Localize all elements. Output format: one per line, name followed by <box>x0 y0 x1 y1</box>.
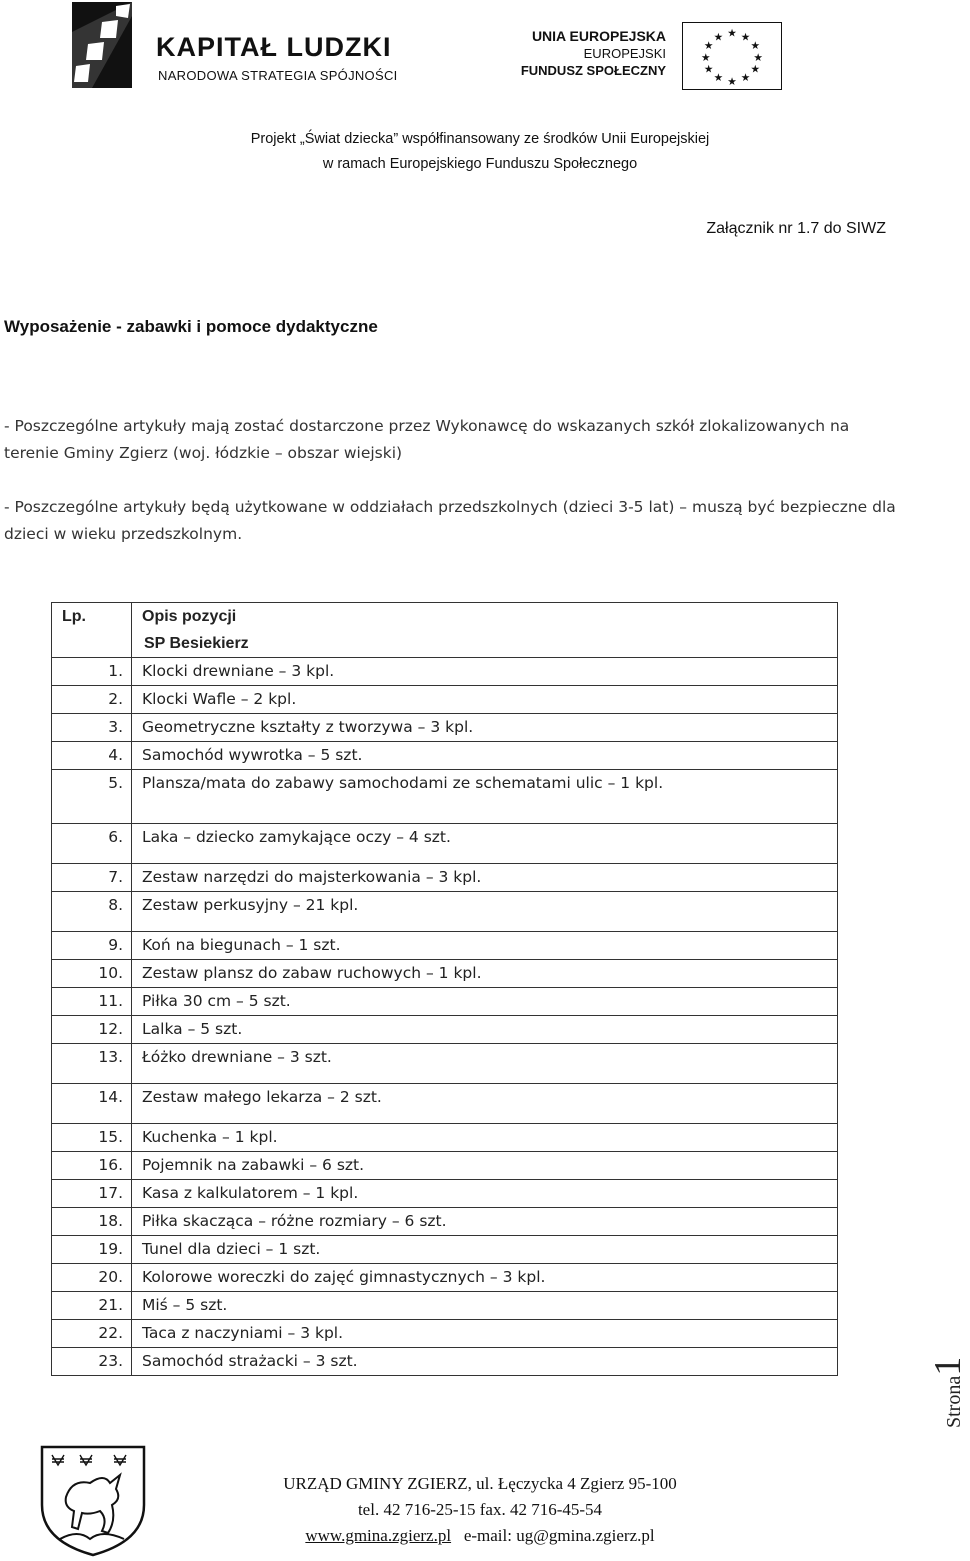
item-number-cell <box>52 770 132 824</box>
item-number-cell <box>52 1124 132 1152</box>
item-number: 21. <box>98 1296 123 1314</box>
footer-email: e-mail: ug@gmina.zgierz.pl <box>463 1526 655 1545</box>
project-line-2: w ramach Europejskiego Funduszu Społecznego <box>322 156 638 172</box>
item-number-cell <box>52 1348 132 1376</box>
item-number: 17. <box>98 1184 123 1202</box>
item-number-cell <box>52 1264 132 1292</box>
item-description-cell <box>132 1320 838 1348</box>
item-description: Piłka 30 cm – 5 szt. <box>142 992 291 1010</box>
annex-label: Załącznik nr 1.7 do SIWZ <box>706 220 886 237</box>
table-row <box>52 824 838 864</box>
item-number-cell <box>52 1236 132 1264</box>
item-description-cell <box>132 770 838 824</box>
item-description-cell <box>132 686 838 714</box>
item-number: 12. <box>98 1020 123 1038</box>
item-description: Kuchenka – 1 kpl. <box>142 1128 278 1146</box>
svg-text:★: ★ <box>740 30 751 44</box>
project-line-1: Projekt „Świat dziecka” współfinansowany ze środków Unii Europejskiej <box>250 131 710 147</box>
svg-text:★: ★ <box>727 26 737 40</box>
item-number: 11. <box>98 992 123 1010</box>
eu-logo-text <box>521 28 666 79</box>
table-row <box>52 686 838 714</box>
item-description-cell <box>132 932 838 960</box>
table-row <box>52 932 838 960</box>
item-number: 20. <box>98 1268 123 1286</box>
item-number: 19. <box>98 1240 123 1258</box>
item-description: Kasa z kalkulatorem – 1 kpl. <box>142 1184 359 1202</box>
table-row <box>52 1208 838 1236</box>
item-number: 1. <box>108 662 123 680</box>
item-number-cell <box>52 960 132 988</box>
coat-of-arms-icon <box>38 1443 148 1559</box>
item-description: Zestaw plansz do zabaw ruchowych – 1 kpl. <box>142 964 482 982</box>
footer-address: URZĄD GMINY ZGIERZ, ul. Łęczycka 4 Zgierz 95-100 <box>283 1474 677 1493</box>
item-number: 5. <box>108 774 123 792</box>
table-row <box>52 714 838 742</box>
item-number-cell <box>52 892 132 932</box>
lp-header-cell <box>52 603 132 658</box>
item-description-cell <box>132 714 838 742</box>
eu-logo-line1: UNIA EUROPEJSKA <box>531 28 666 44</box>
kapital-ludzki-logo <box>72 2 412 90</box>
item-description-cell <box>132 658 838 686</box>
item-description-cell <box>132 1208 838 1236</box>
item-description: Zestaw narzędzi do majsterkowania – 3 kpl. <box>142 868 482 886</box>
item-number: 18. <box>98 1212 123 1230</box>
table-row <box>52 1292 838 1320</box>
item-description-cell <box>132 1180 838 1208</box>
item-description: Geometryczne kształty z tworzywa – 3 kpl. <box>142 718 474 736</box>
document-title: Wyposażenie - zabawki i pomoce dydaktyczne <box>4 317 378 336</box>
paragraph-delivery: - Poszczególne artykuły mają zostać dostarczone przez Wykonawcę do wskazanych szkół zlokalizowanych na terenie Gminy Zgierz (woj. łódzkie – obszar wiejski) <box>4 417 850 462</box>
item-description: Taca z naczyniami – 3 kpl. <box>142 1324 344 1342</box>
table-row <box>52 1084 838 1124</box>
eu-logo-line3: FUNDUSZ SPOŁECZNY <box>520 63 666 78</box>
logo-subtitle: NARODOWA STRATEGIA SPÓJNOŚCI <box>158 68 398 83</box>
footer-contact <box>200 1526 760 1546</box>
svg-text:★: ★ <box>701 50 711 64</box>
item-number: 14. <box>98 1088 123 1106</box>
item-number: 2. <box>108 690 123 708</box>
item-description: Piłka skacząca – różne rozmiary – 6 szt. <box>142 1212 447 1230</box>
item-description-cell <box>132 1264 838 1292</box>
item-number-cell <box>52 864 132 892</box>
table-row <box>52 1264 838 1292</box>
item-number-cell <box>52 824 132 864</box>
item-description-cell <box>132 742 838 770</box>
item-description: Laka – dziecko zamykające oczy – 4 szt. <box>142 828 451 846</box>
item-number: 9. <box>108 936 123 954</box>
item-description: Samochód wywrotka – 5 szt. <box>142 746 363 764</box>
item-description-cell <box>132 988 838 1016</box>
eu-logo <box>520 22 782 90</box>
desc-header: Opis pozycji <box>142 608 237 625</box>
item-description: Łóżko drewniane – 3 szt. <box>142 1048 332 1066</box>
kapital-ludzki-logo-icon <box>72 2 132 88</box>
item-description: Klocki Wafle – 2 kpl. <box>142 690 297 708</box>
item-number: 3. <box>108 718 123 736</box>
item-description-cell <box>132 1152 838 1180</box>
item-number-cell <box>52 1320 132 1348</box>
table-row <box>52 1016 838 1044</box>
item-number-cell <box>52 658 132 686</box>
item-description: Zestaw małego lekarza – 2 szt. <box>142 1088 382 1106</box>
item-description: Pojemnik na zabawki – 6 szt. <box>142 1156 365 1174</box>
table-row <box>52 988 838 1016</box>
paragraph-usage: - Poszczególne artykuły będą użytkowane w oddziałach przedszkolnych (dzieci 3-5 lat) – muszą być bezpieczne dla dzieci w wieku przedszkolnym. <box>4 498 896 543</box>
svg-text:★: ★ <box>727 75 737 89</box>
item-description: Zestaw perkusyjny – 21 kpl. <box>142 896 359 914</box>
item-number-cell <box>52 714 132 742</box>
table-row <box>52 770 838 824</box>
table-row <box>52 1044 838 1084</box>
item-number: 8. <box>108 896 123 914</box>
table-row <box>52 742 838 770</box>
eu-logo-line2: EUROPEJSKI <box>583 46 666 61</box>
svg-text:★: ★ <box>713 71 724 85</box>
item-description-cell <box>132 1084 838 1124</box>
item-number-cell <box>52 1180 132 1208</box>
item-number: 15. <box>98 1128 123 1146</box>
item-number: 16. <box>98 1156 123 1174</box>
item-description-cell <box>132 824 838 864</box>
table-row <box>52 892 838 932</box>
item-number-cell <box>52 1152 132 1180</box>
table-row <box>52 1236 838 1264</box>
section-header: SP Besiekierz <box>144 635 249 652</box>
page-number-value: 1 <box>927 1356 969 1376</box>
table-row <box>52 1320 838 1348</box>
svg-text:★: ★ <box>703 62 714 76</box>
desc-header-cell <box>132 603 838 658</box>
table-row <box>52 960 838 988</box>
item-number-cell <box>52 1208 132 1236</box>
svg-text:★: ★ <box>713 30 724 44</box>
item-description: Lalka – 5 szt. <box>142 1020 243 1038</box>
item-number: 22. <box>98 1324 123 1342</box>
logo-title: KAPITAŁ LUDZKI <box>156 32 392 62</box>
items-table <box>51 602 838 1376</box>
item-number-cell <box>52 988 132 1016</box>
item-number: 7. <box>108 868 123 886</box>
table-row <box>52 864 838 892</box>
item-description: Tunel dla dzieci – 1 szt. <box>142 1240 321 1258</box>
table-header-row <box>52 603 838 658</box>
footer-website-link[interactable]: www.gmina.zgierz.pl <box>305 1526 452 1545</box>
item-number-cell <box>52 686 132 714</box>
item-description-cell <box>132 864 838 892</box>
page-label: Strona <box>943 1375 965 1428</box>
item-description: Kolorowe woreczki do zajęć gimnastycznych – 3 kpl. <box>142 1268 546 1286</box>
item-number-cell <box>52 1292 132 1320</box>
item-number: 23. <box>98 1352 123 1370</box>
item-description: Klocki drewniane – 3 kpl. <box>142 662 335 680</box>
svg-text:★: ★ <box>750 39 761 53</box>
item-description-cell <box>132 1348 838 1376</box>
item-number-cell <box>52 1084 132 1124</box>
item-description-cell <box>132 1236 838 1264</box>
item-number-cell <box>52 1044 132 1084</box>
item-number-cell <box>52 932 132 960</box>
table-row <box>52 1152 838 1180</box>
item-number: 6. <box>108 828 123 846</box>
table-row <box>52 658 838 686</box>
item-description: Plansza/mata do zabawy samochodami ze schematami ulic – 1 kpl. <box>142 774 664 792</box>
item-description: Koń na biegunach – 1 szt. <box>142 936 341 954</box>
lp-header: Lp. <box>62 608 86 625</box>
item-description-cell <box>132 1016 838 1044</box>
item-description: Samochód strażacki – 3 szt. <box>142 1352 358 1370</box>
table-row <box>52 1180 838 1208</box>
item-description-cell <box>132 1044 838 1084</box>
item-description-cell <box>132 1124 838 1152</box>
item-number: 10. <box>98 964 123 982</box>
table-row <box>52 1124 838 1152</box>
item-description-cell <box>132 892 838 932</box>
svg-text:★: ★ <box>750 62 761 76</box>
table-row <box>52 1348 838 1376</box>
svg-text:★: ★ <box>740 71 751 85</box>
item-description-cell <box>132 960 838 988</box>
item-description: Miś – 5 szt. <box>142 1296 228 1314</box>
svg-text:★: ★ <box>753 50 763 64</box>
item-number-cell <box>52 1016 132 1044</box>
page-number <box>926 1357 970 1428</box>
footer-phone: tel. 42 716-25-15 fax. 42 716-45-54 <box>357 1500 603 1519</box>
item-description-cell <box>132 1292 838 1320</box>
item-number: 4. <box>108 746 123 764</box>
item-number: 13. <box>98 1048 123 1066</box>
svg-text:★: ★ <box>703 39 714 53</box>
item-number-cell <box>52 742 132 770</box>
eu-flag-icon <box>682 22 782 90</box>
